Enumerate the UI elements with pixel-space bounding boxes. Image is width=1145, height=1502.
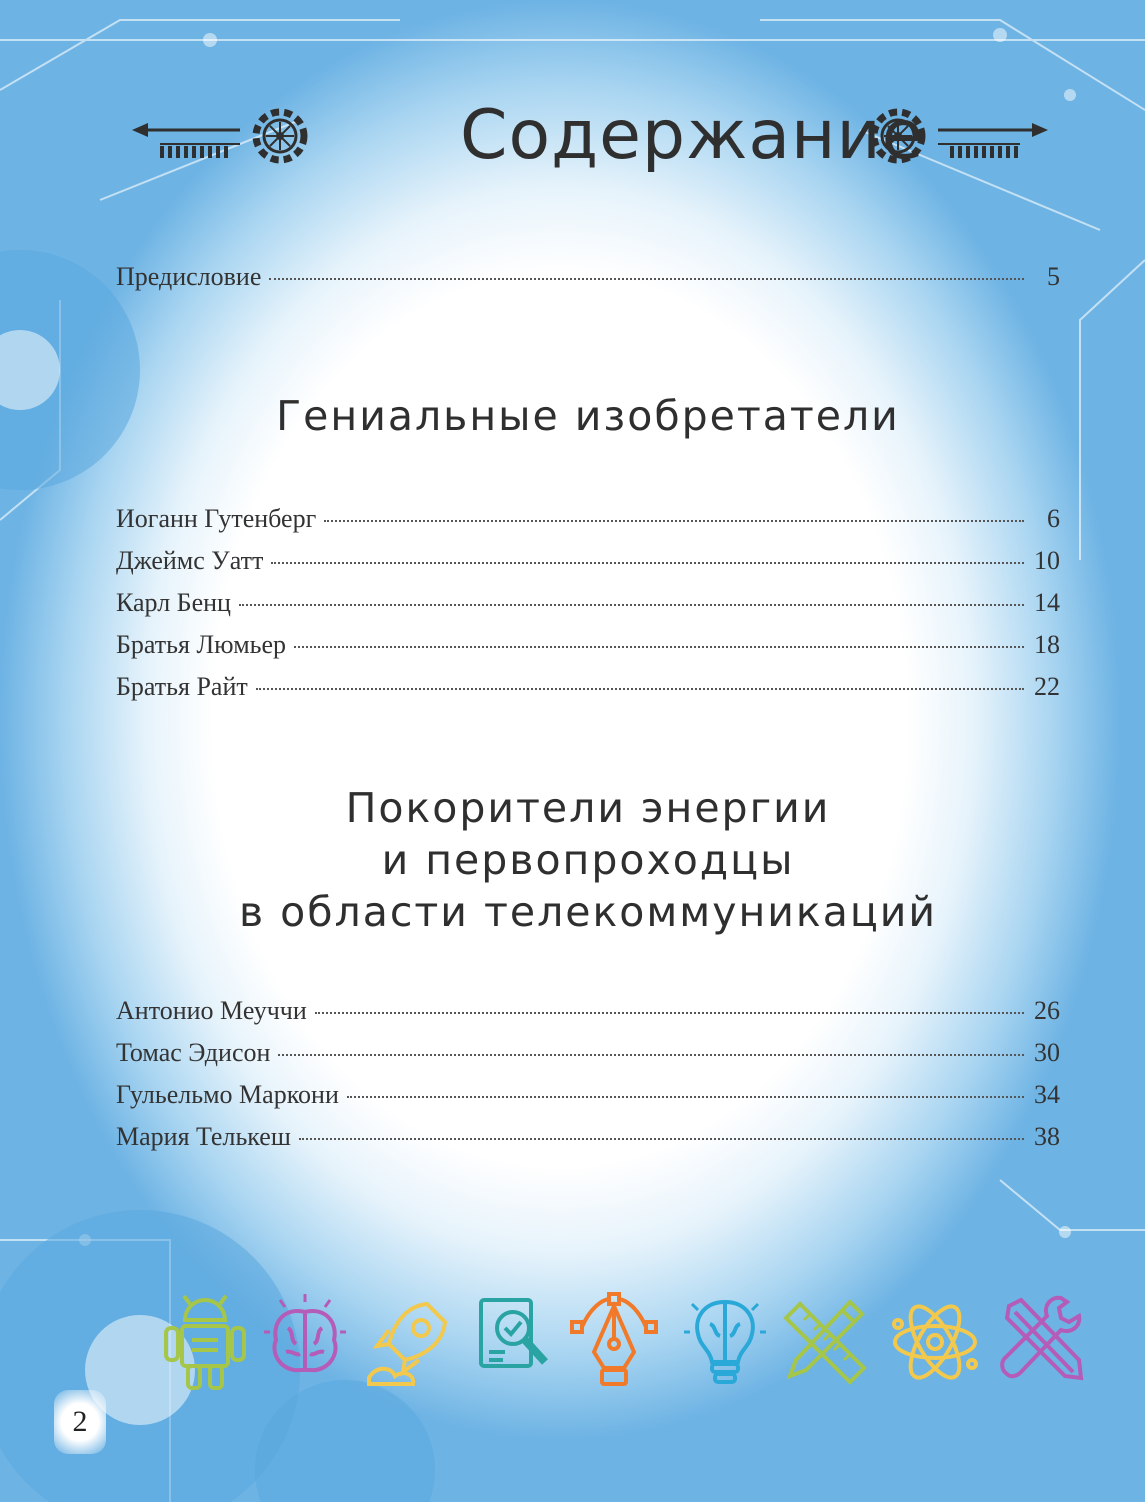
section-heading-energy (116, 782, 1060, 938)
toc-entry[interactable] (116, 1080, 1060, 1116)
toc-entry-label: Карл Бенц (116, 588, 231, 617)
section-heading-inventors (116, 390, 1060, 442)
icon-strip (160, 1292, 1085, 1392)
dot-leader (294, 646, 1024, 648)
toc-entry-page: 5 (1047, 262, 1060, 291)
page-number: 2 (54, 1390, 106, 1454)
wrench-pencil-icon (995, 1292, 1085, 1392)
toc-entry-page: 14 (1034, 588, 1060, 617)
toc-entry-label: Томас Эдисон (116, 1038, 271, 1067)
dot-leader (315, 1012, 1024, 1014)
section-heading-line: в области телекоммуникаций (238, 888, 938, 936)
page-title: Содержание (460, 96, 925, 175)
section-heading-line: Покорители энергии (345, 784, 831, 832)
toc-entry-page: 30 (1034, 1038, 1060, 1067)
toc-entry-label: Иоганн Гутенберг (116, 504, 317, 533)
toc-entry-page: 34 (1034, 1080, 1060, 1109)
title-row (130, 86, 1050, 186)
toc-entry-page: 10 (1034, 546, 1060, 575)
toc-entry[interactable] (116, 504, 1060, 540)
atom-icon (890, 1292, 980, 1392)
gear-left-icon (256, 112, 304, 160)
toc-entry[interactable] (116, 1122, 1060, 1158)
section-heading-line: Гениальные изобретатели (276, 392, 900, 440)
toc-entry[interactable] (116, 588, 1060, 624)
dot-leader (347, 1096, 1024, 1098)
toc-entry-label: Гульельмо Маркони (116, 1080, 339, 1109)
toc-entry[interactable] (116, 996, 1060, 1032)
toc-entry-label: Братья Райт (116, 672, 248, 701)
brain-icon (260, 1292, 350, 1392)
dot-leader (269, 278, 1024, 280)
dot-leader (324, 520, 1024, 522)
toc-entry-label: Антонио Меуччи (116, 996, 307, 1025)
toc-entry-preface[interactable] (116, 262, 1060, 298)
toc-entry[interactable] (116, 1038, 1060, 1074)
toc-entry-page: 22 (1034, 672, 1060, 701)
toc-entry-label: Мария Телькеш (116, 1122, 291, 1151)
toc-entry[interactable] (116, 630, 1060, 666)
toc-entry-page: 38 (1034, 1122, 1060, 1151)
toc-entry[interactable] (116, 672, 1060, 708)
toc-entry-page: 26 (1034, 996, 1060, 1025)
toc-entry-page: 18 (1034, 630, 1060, 659)
dot-leader (239, 604, 1024, 606)
android-robot-icon (160, 1292, 250, 1392)
arrow-right-icon (1032, 123, 1048, 137)
toc-entry[interactable] (116, 546, 1060, 582)
dot-leader (278, 1054, 1024, 1056)
dot-leader (256, 688, 1024, 690)
dot-leader (271, 562, 1024, 564)
lightbulb-brain-icon (680, 1292, 770, 1392)
toc-entry-label: Братья Люмьер (116, 630, 287, 659)
dot-leader (299, 1138, 1024, 1140)
rocket-icon (365, 1292, 455, 1392)
pencil-ruler-icon (780, 1292, 870, 1392)
toc-entry-page: 6 (1047, 504, 1060, 533)
toc-entry-label: Джеймс Уатт (116, 546, 264, 575)
section-heading-line: и первопроходцы (381, 836, 795, 884)
toc-entry-label: Предисловие (116, 262, 262, 291)
pen-tool-icon (570, 1292, 660, 1392)
document-search-icon (475, 1292, 555, 1392)
